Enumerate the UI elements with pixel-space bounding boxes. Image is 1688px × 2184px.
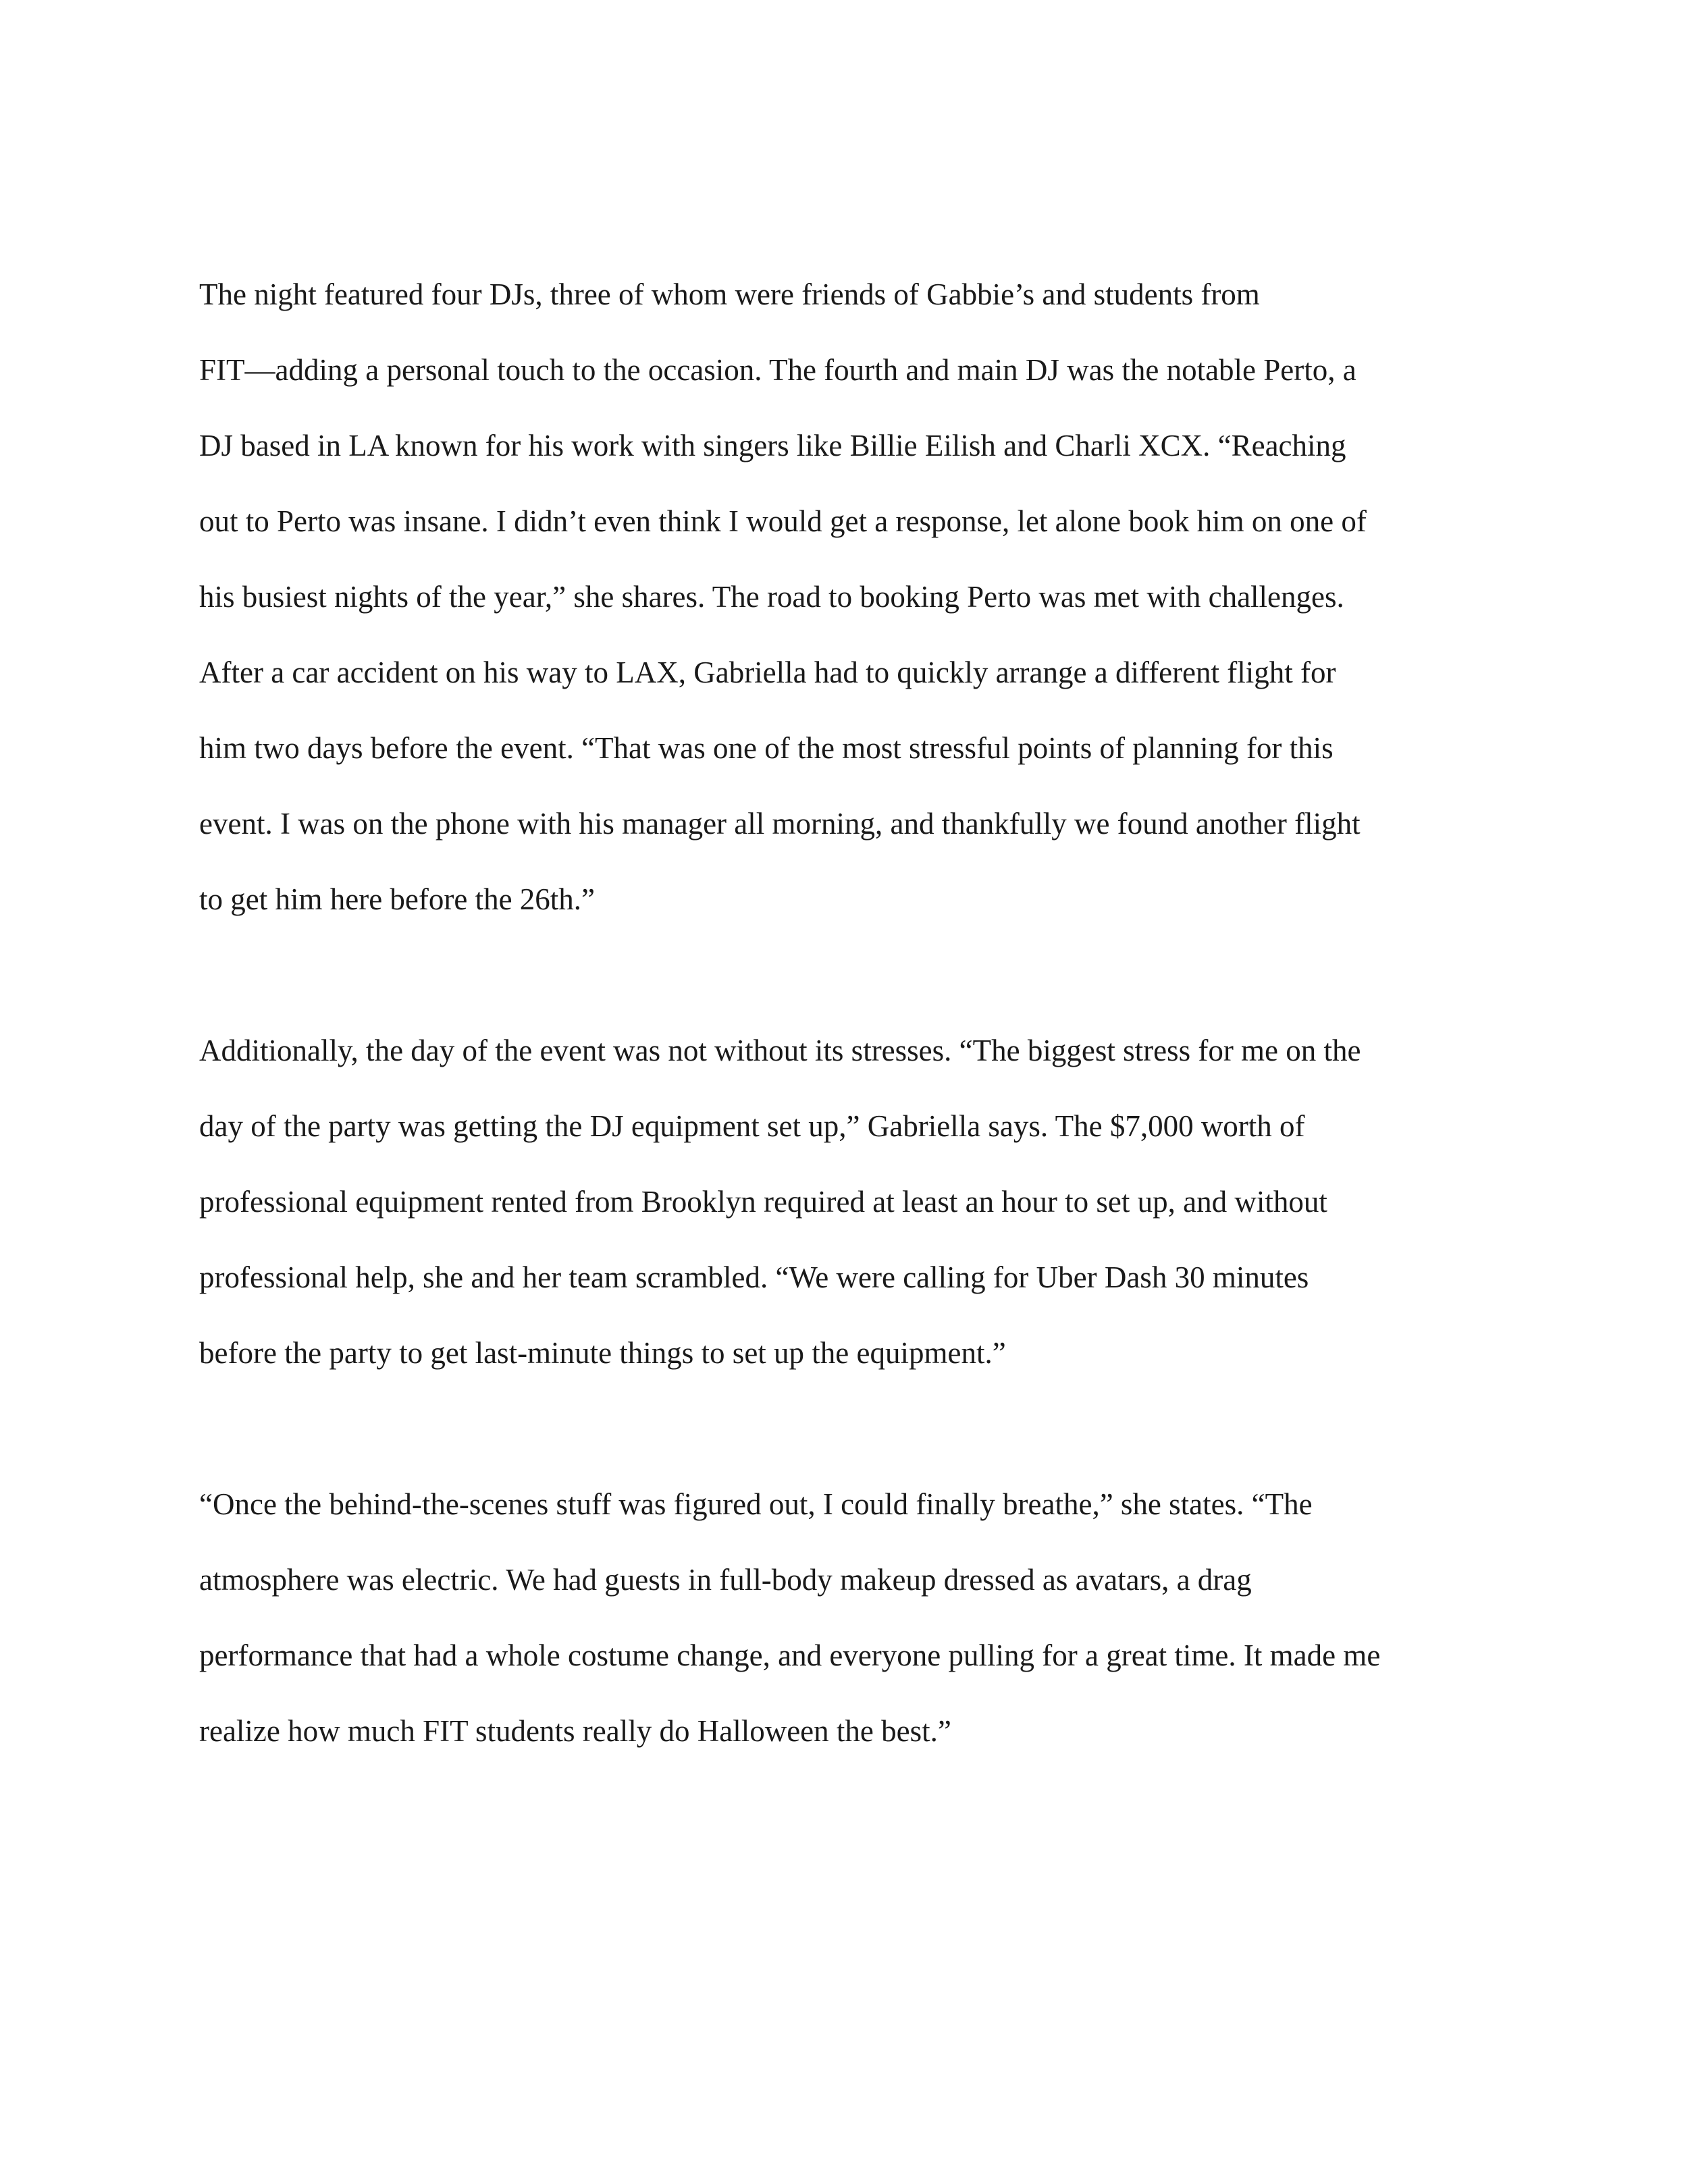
text-line: DJ based in LA known for his work with singers like Billie Eilish and Charli XCX. “Reaching [199, 429, 1346, 462]
text-line: The night featured four DJs, three of whom were friends of Gabbie’s and students from [199, 277, 1260, 311]
text-line: atmosphere was electric. We had guests in full-body makeup dressed as avatars, a drag [199, 1563, 1252, 1597]
text-line: professional equipment rented from Brooklyn required at least an hour to set up, and without [199, 1185, 1327, 1219]
paragraph-3 [199, 1480, 1523, 1782]
text-line: FIT—adding a personal touch to the occasion. The fourth and main DJ was the notable Perto, a [199, 353, 1356, 387]
paragraph-2 [199, 1026, 1523, 1404]
paragraph-spacer [199, 1404, 1523, 1480]
document-body [199, 270, 1523, 1782]
text-line: him two days before the event. “That was one of the most stressful points of planning for this [199, 731, 1334, 765]
text-line: realize how much FIT students really do Halloween the best.” [199, 1714, 951, 1748]
text-line: “Once the behind-the-scenes stuff was figured out, I could finally breathe,” she states. “The [199, 1487, 1313, 1521]
text-line: before the party to get last-minute things to set up the equipment.” [199, 1336, 1006, 1370]
text-line: his busiest nights of the year,” she shares. The road to booking Perto was met with challenges. [199, 580, 1344, 614]
text-line: After a car accident on his way to LAX, Gabriella had to quickly arrange a different flight for [199, 656, 1336, 689]
text-line: Additionally, the day of the event was not without its stresses. “The biggest stress for me on the [199, 1034, 1361, 1067]
paragraph-1 [199, 270, 1523, 951]
text-line: performance that had a whole costume change, and everyone pulling for a great time. It made me [199, 1639, 1381, 1672]
text-line: event. I was on the phone with his manager all morning, and thankfully we found another flight [199, 807, 1361, 841]
paragraph-spacer [199, 951, 1523, 1026]
text-line: professional help, she and her team scrambled. “We were calling for Uber Dash 30 minutes [199, 1260, 1309, 1294]
text-line: day of the party was getting the DJ equipment set up,” Gabriella says. The $7,000 worth of [199, 1109, 1305, 1143]
text-line: out to Perto was insane. I didn’t even think I would get a response, let alone book him on one of [199, 504, 1367, 538]
text-line: to get him here before the 26th.” [199, 882, 596, 916]
